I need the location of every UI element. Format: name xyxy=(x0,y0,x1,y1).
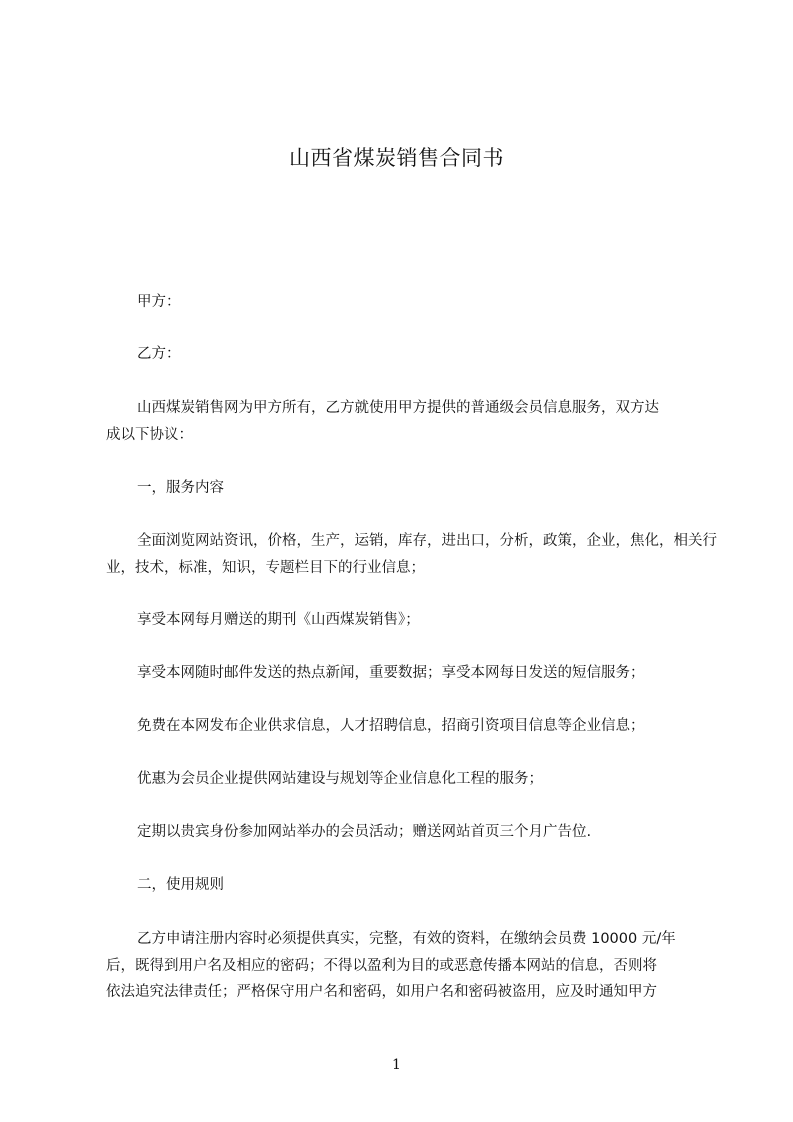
section-1-item-4: 优惠为会员企业提供网站建设与规划等企业信息化工程的服务； xyxy=(137,771,543,787)
section-2-line-3: 依法追究法律责任；严格保守用户名和密码，如用户名和密码被盗用，应及时通知甲方 xyxy=(106,984,657,1000)
intro-paragraph xyxy=(106,395,706,448)
page-number: 1 xyxy=(392,1057,401,1073)
party-b-label: 乙方： xyxy=(137,346,181,362)
section-1-line-1: 全面浏览网站资讯，价格，生产，运销，库存，进出口，分析，政策，企业，焦化，相关行 xyxy=(137,533,717,549)
section-2-paragraph xyxy=(106,926,706,1006)
section-1-line-2: 业，技术，标准，知识，专题栏目下的行业信息； xyxy=(106,559,425,576)
intro-line-1: 山西煤炭销售网为甲方所有，乙方就使用甲方提供的普通级会员信息服务，双方达 xyxy=(137,400,659,416)
document-title: 山西省煤炭销售合同书 xyxy=(289,146,504,170)
section-1-item-2: 享受本网随时邮件发送的热点新闻，重要数据；享受本网每日发送的短信服务； xyxy=(137,665,645,681)
section-1-item-5: 定期以贵宾身份参加网站举办的会员活动；赠送网站首页三个月广告位. xyxy=(137,824,592,840)
section-2-line-2: 后，既得到用户名及相应的密码；不得以盈利为目的或恶意传播本网站的信息，否则将 xyxy=(106,957,657,974)
section-1-paragraph xyxy=(106,528,717,581)
section-1-heading: 一，服务内容 xyxy=(137,480,224,496)
section-2-heading: 二，使用规则 xyxy=(137,877,224,893)
intro-line-2: 成以下协议： xyxy=(106,426,193,443)
section-1-item-1: 享受本网每月赠送的期刊《山西煤炭销售》； xyxy=(137,612,420,628)
section-2-line-1: 乙方申请注册内容时必须提供真实，完整，有效的资料，在缴纳会员费 10000 元/年 xyxy=(137,931,676,947)
section-1-item-3: 免费在本网发布企业供求信息，人才招聘信息，招商引资项目信息等企业信息； xyxy=(137,718,645,734)
party-a-label: 甲方： xyxy=(137,294,181,310)
